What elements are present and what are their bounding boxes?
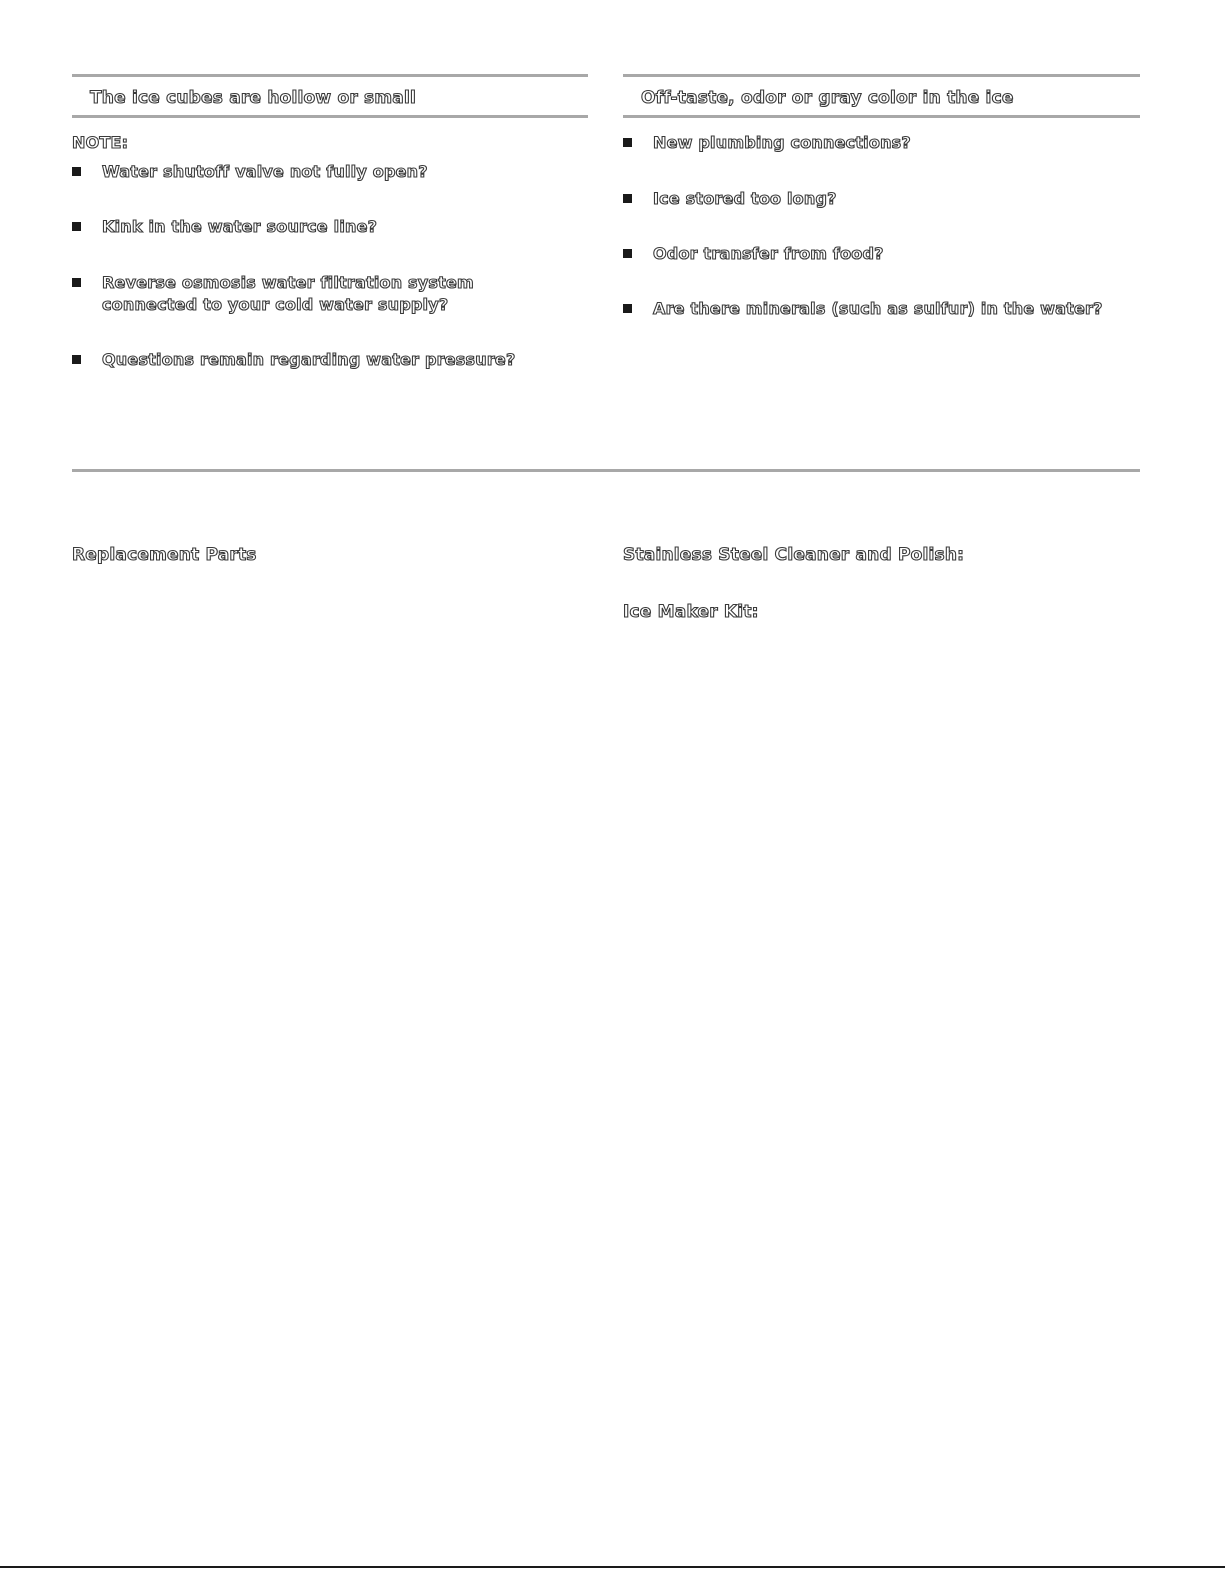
page-footer-rule	[0, 1566, 1225, 1568]
bullet-icon	[623, 304, 632, 313]
bullet-icon	[72, 222, 81, 231]
section-ice-hollow	[72, 0, 588, 420]
section-off-taste	[623, 0, 1140, 420]
bullet-icon	[623, 194, 632, 203]
list-item-text: New plumbing connections?	[653, 133, 911, 152]
list-item-text: Odor transfer from food?	[653, 244, 884, 263]
replacement-parts-heading: Replacement Parts	[72, 545, 257, 565]
list-item-text: Ice stored too long?	[653, 189, 837, 208]
list-item-text: Reverse osmosis water filtration system connected to your cold water supply?	[102, 273, 474, 314]
bullet-icon	[623, 249, 632, 258]
bullet-icon	[72, 167, 81, 176]
bullet-icon	[72, 355, 81, 364]
note-label: NOTE:	[72, 133, 129, 152]
stainless-cleaner-label: Stainless Steel Cleaner and Polish:	[623, 545, 965, 565]
section-heading: Off-taste, odor or gray color in the ice	[641, 88, 1014, 108]
ice-maker-kit-label: Ice Maker Kit:	[623, 602, 759, 622]
bullet-icon	[72, 278, 81, 287]
section-heading: The ice cubes are hollow or small	[90, 88, 416, 108]
list-item-text: Kink in the water source line?	[102, 217, 378, 236]
list-item-text: Questions remain regarding water pressure?	[102, 350, 516, 369]
section-divider	[72, 469, 1140, 472]
bullet-icon	[623, 138, 632, 147]
list-item-text: Water shutoff valve not fully open?	[102, 162, 428, 181]
list-item-text: Are there minerals (such as sulfur) in the water?	[653, 299, 1103, 318]
